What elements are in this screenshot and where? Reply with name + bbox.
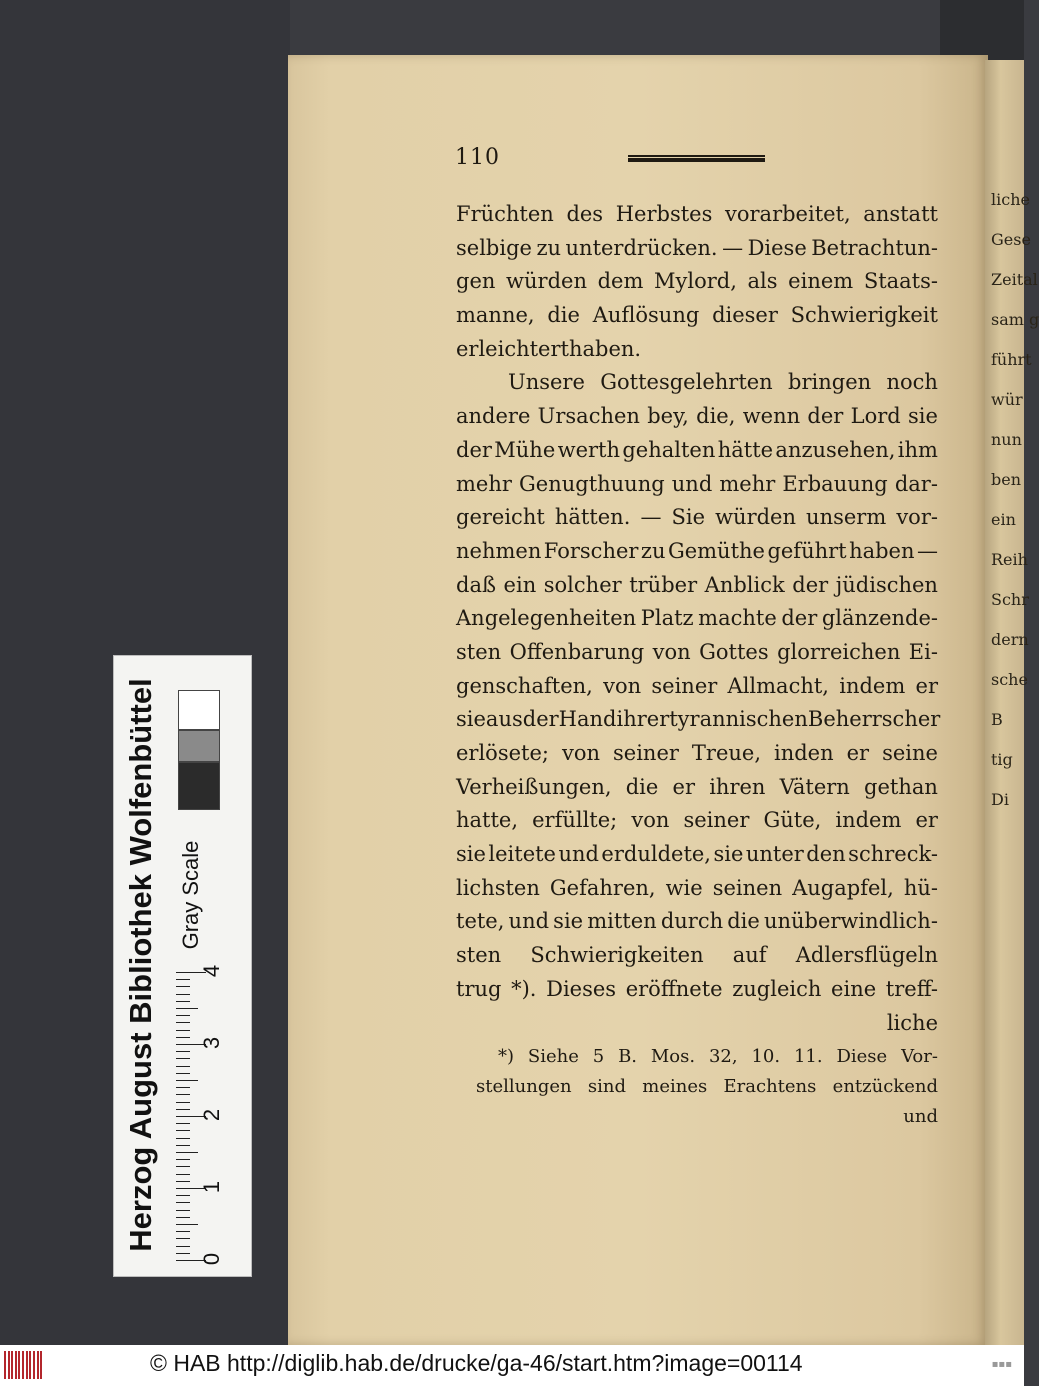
text-line: selbige zu unterdrücken. — Diese Betrachtun-	[456, 235, 938, 260]
ruler-tick	[176, 1224, 198, 1225]
next-page-fragment: ein	[991, 510, 1016, 529]
text-line: gen würden dem Mylord, als einem Staats-	[456, 269, 938, 294]
text-line: erleichtert haben.	[456, 336, 642, 361]
ruler-tick	[176, 1030, 190, 1031]
text-line: sten Offenbarung von Gottes glorreichen Ei-	[456, 639, 938, 664]
ruler-tick	[176, 1181, 190, 1182]
text-line: andere Ursachen bey, die, wenn der Lord sie	[456, 404, 938, 429]
footer-dots-icon: ▪▪▪	[991, 1359, 1012, 1370]
ruler-tick	[176, 1145, 190, 1146]
text-line: gereicht hätten. — Sie würden unserm vor-	[456, 505, 938, 530]
gray-scale-label: Gray Scale	[178, 840, 203, 950]
next-page-fragment: Gese	[991, 230, 1031, 249]
ruler-tick	[176, 1159, 190, 1160]
ruler-number: 4	[199, 964, 225, 978]
next-page-fragment: nun	[991, 430, 1022, 449]
ruler-tick	[176, 1246, 190, 1247]
header-rule	[628, 155, 765, 162]
text-line: daß ein solcher trüber Anblick der jüdischen	[456, 572, 938, 597]
gray-swatch-dark	[178, 762, 220, 810]
text-line: Angelegenheiten Platz machte der glänzende-	[456, 606, 938, 631]
footnote-line: *) Siehe 5 B. Mos. 32, 10. 11. Diese Vor-	[498, 1046, 938, 1067]
next-page-fragment: Reih	[991, 550, 1028, 569]
text-line: genschaften, von seiner Allmacht, indem er	[456, 673, 938, 698]
ruler-tick	[176, 1130, 190, 1131]
hab-logo-icon	[4, 1351, 44, 1379]
text-line: manne, die Auflösung dieser Schwierigkeit	[456, 303, 938, 328]
ruler-tick	[176, 1037, 190, 1038]
footnote-line: stellungen sind meines Erachtens entzückend	[476, 1076, 938, 1097]
text-line: tete, und sie mitten durch die unüberwindlich-	[456, 909, 938, 934]
next-page-fragment: tig	[991, 750, 1013, 769]
text-line: Verheißungen, die er ihren Vätern gethan	[456, 774, 938, 799]
cm-ruler	[176, 960, 242, 1270]
text-line: mehr Genugthuung und mehr Erbauung dar-	[456, 471, 938, 496]
text-line: erlösete; von seiner Treue, inden er seine	[456, 741, 938, 765]
text-line: sten Schwierigkeiten auf Adlersflügeln	[456, 943, 938, 968]
next-page-fragment: wür	[991, 390, 1023, 409]
page-number: 110	[455, 145, 500, 170]
next-page-fragment: liche	[991, 190, 1030, 209]
footer-url[interactable]: © HAB http://diglib.hab.de/drucke/ga-46/start.htm?image=00114	[150, 1350, 803, 1376]
ruler-tick	[176, 1152, 198, 1153]
ruler-tick	[176, 1087, 190, 1088]
gray-swatch-white	[178, 690, 220, 730]
footer-bar	[0, 1345, 1024, 1386]
text-line: liche	[886, 1010, 938, 1035]
ruler-tick	[176, 1051, 190, 1052]
gray-swatch-mid	[178, 730, 220, 762]
next-page-fragment: Di	[991, 790, 1009, 809]
text-line: Unsere Gottesgelehrten bringen noch	[508, 370, 938, 395]
text-line: der Mühe werth gehalten hätte anzusehen, ihm	[456, 437, 938, 462]
ruler-tick	[176, 1080, 198, 1081]
ruler-tick	[176, 1166, 190, 1167]
ruler-number: 0	[199, 1252, 225, 1266]
ruler-tick	[176, 1008, 198, 1009]
ruler-tick	[176, 1109, 190, 1110]
next-page-fragment: dern	[991, 630, 1029, 649]
next-page-edge	[985, 60, 1039, 1345]
main-text	[456, 198, 941, 1040]
ruler-tick	[176, 1058, 190, 1059]
footnote	[476, 1042, 938, 1132]
ruler-tick	[176, 1195, 190, 1196]
next-page-fragment: führt	[991, 350, 1032, 369]
next-page-fragment: Zeital	[991, 270, 1038, 289]
text-line: sie leitete und erduldete, sie unter den schreck-	[456, 842, 938, 867]
ruler-tick	[176, 1138, 190, 1139]
text-line: trug *). Dieses eröffnete zugleich eine treff-	[456, 976, 938, 1001]
library-name: Herzog August Bibliothek Wolfenbüttel	[123, 678, 158, 1252]
next-page-fragment: B	[991, 710, 1003, 729]
ruler-tick	[176, 1217, 190, 1218]
ruler-tick	[176, 1238, 190, 1239]
text-line: sie aus der Hand ihrer tyrannischen Beherrscher	[456, 707, 941, 732]
footnote-line: und	[903, 1106, 938, 1127]
ruler-tick	[176, 1066, 190, 1067]
ruler-tick	[176, 1073, 190, 1074]
next-page-fragment: ben	[991, 470, 1022, 489]
ruler-tick	[176, 1102, 190, 1103]
ruler-tick	[176, 1231, 190, 1232]
ruler-number: 2	[199, 1108, 225, 1122]
next-page-fragment: Schr	[991, 590, 1029, 609]
ruler-number: 3	[199, 1036, 225, 1050]
ruler-tick	[176, 1022, 190, 1023]
text-line: Früchten des Herbstes vorarbeitet, anstatt	[456, 202, 938, 226]
ruler-tick	[176, 979, 190, 980]
ruler-tick	[176, 1123, 190, 1124]
ruler-number: 1	[199, 1180, 225, 1194]
ruler-tick	[176, 1094, 190, 1095]
text-line: nehmen Forscher zu Gemüthe geführt haben —	[456, 538, 938, 563]
ruler-tick	[176, 1001, 190, 1002]
next-page-fragment: sam g	[991, 310, 1039, 329]
next-page-fragment: sche	[991, 670, 1028, 689]
text-line: lichsten Gefahren, wie seinen Augapfel, hü-	[456, 875, 938, 900]
text-line: hatte, erfüllte; von seiner Güte, indem er	[456, 808, 938, 833]
ruler-tick	[176, 1253, 190, 1254]
ruler-tick	[176, 1202, 190, 1203]
ruler-tick	[176, 1015, 190, 1016]
ruler-tick	[176, 1210, 190, 1211]
ruler-tick	[176, 986, 190, 987]
ruler-tick	[176, 994, 190, 995]
ruler-tick	[176, 1174, 190, 1175]
